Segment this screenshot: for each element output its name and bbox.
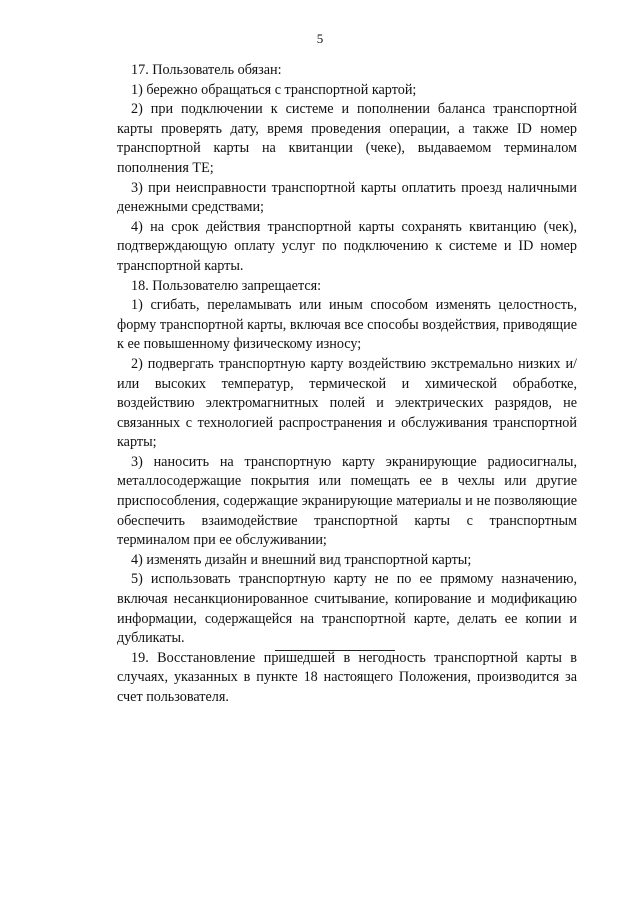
clause-18-item-1: 1) сгибать, переламывать или иным способом изменять целостность, форму транспортной карты, включая все способы воздействия, приводящие к ее повышенному физическому износу; [117,297,577,353]
page-number: 5 [316,31,324,46]
clause-17-item-3: 3) при неисправности транспортной карты оплатить проезд наличными денежными средствами; [117,179,577,216]
clause-17-item-1: 1) бережно обращаться с транспортной картой; [131,81,417,98]
clause-18-item-4: 4) изменять дизайн и внешний вид транспортной карты; [131,551,472,568]
clause-18-item-2: 2) подвергать транспортную карту воздействию экстремально низких и/или высоких температур, термической и химической обработке, воздействию электромагнитных полей и электрических разрядов, не связанных с технологией распространения и обслуживания транспортной карты; [117,355,577,451]
clause-19: 19. Восстановление пришедшей в негодность транспортной карты в случаях, указанных в пункте 18 настоящего Положения, производится за счет пользователя. [117,649,577,705]
document-body [117,61,577,708]
clause-17-heading: 17. Пользователь обязан: [131,62,282,78]
end-divider-line [275,650,395,651]
clause-17-item-2: 2) при подключении к системе и пополнении баланса транспортной карты проверять дату, время проведения операции, а также ID номер транспортной карты на квитанции (чеке), выдаваемом терминалом пополнения ТЕ; [117,101,577,176]
clause-18-item-5: 5) использовать транспортную карту не по ее прямому назначению, включая несанкционированное считывание, копирование и модификацию информации, содержащейся на транспортной карте, делать ее копии и дубликаты. [117,571,577,647]
clause-18-heading: 18. Пользователю запрещается: [131,277,322,294]
clause-18-item-3: 3) наносить на транспортную карту экранирующие радиосигналы, металлосодержащие покрытия или помещать ее в чехлы или другие приспособления, содержащие экранирующие материалы и не позволяющие обеспечить взаимодействие транспортной карты с транспортным терминалом при ее обслуживании; [117,453,577,549]
clause-17-item-4: 4) на срок действия транспортной карты сохранять квитанцию (чек), подтверждающую оплату услуг по подключению к системе и ID номер транспортной карты. [117,218,577,274]
